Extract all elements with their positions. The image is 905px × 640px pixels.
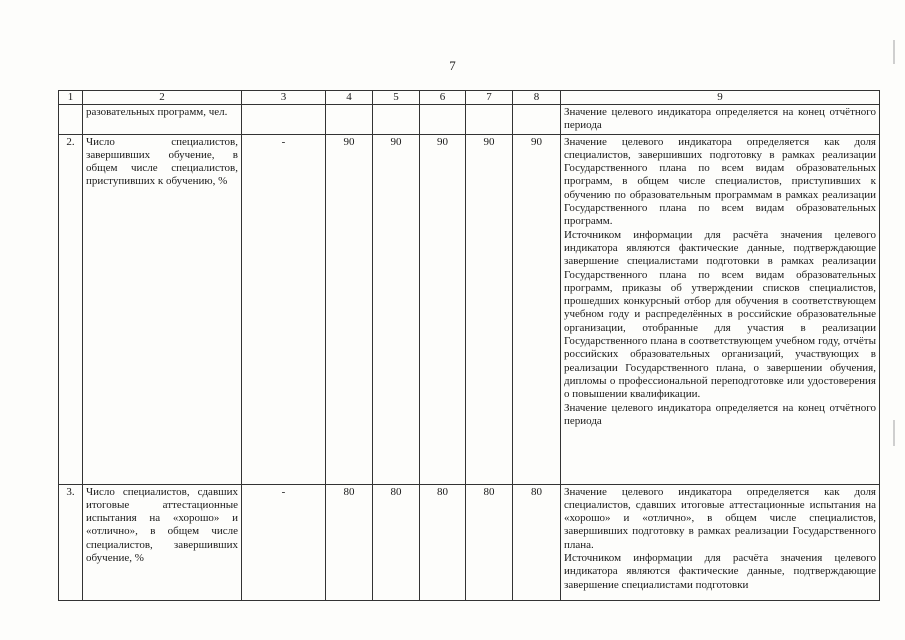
description-paragraph: Значение целевого индикатора определяется на конец отчётного периода [564, 106, 876, 132]
scan-edge-mark [893, 40, 895, 64]
indicators-table [58, 90, 880, 601]
indicator-name: разовательных программ, чел. [83, 105, 242, 135]
value-cell: 80 [420, 484, 466, 600]
indicator-name: Число специалистов, сдавших итоговые аттестационные испытания на «хорошо» и «отлично», в общем числе специалистов, завершивших обучение, % [83, 484, 242, 600]
value-cell: 90 [513, 134, 561, 484]
value-cell: - [242, 134, 326, 484]
value-cell: 80 [373, 484, 420, 600]
description-paragraph: Значение целевого индикатора определяется как доля специалистов, завершивших подготовку в рамках реализации Государственного плана по всем видам образовательных программ, в общем числе специалистов, приступивших к обучению по образовательным программам в рамках реализации Государственного плана по всем видам образовательных программ. [564, 135, 876, 228]
value-cell: - [242, 484, 326, 600]
indicator-name: Число специалистов, завершивших обучение, в общем числе специалистов, приступивших к обучению, % [83, 134, 242, 484]
description-paragraph: Источником информации для расчёта значения целевого индикатора являются фактические данные, подтверждающие завершение специалистами подготовки в рамках реализации Государственного плана по всем видам образовательных программ, приказы об утверждении списков специалистов, прошедших конкурсный отбор для обучения в соответствующем учебном году и распределённых в российские образовательные организации, отобранные для участия в реализации Государственного плана в соответствующем учебном году, отчёты российских образовательных организаций, участвующих в реализации Государственного плана, о завершении обучения, дипломы о профессиональной переподготовке или удостоверения о повышении квалификации. [564, 228, 876, 401]
header-cell: 5 [373, 91, 420, 105]
value-cell: 90 [420, 134, 466, 484]
page-number: 7 [449, 58, 456, 73]
row-number [59, 105, 83, 135]
description-paragraph: Источником информации для расчёта значения целевого индикатора являются фактические данные, подтверждающие завершение специалистами подготовки [564, 552, 876, 591]
value-cell: 80 [466, 484, 513, 600]
indicator-description [561, 105, 880, 135]
row-number: 3. [59, 484, 83, 600]
value-cell: 80 [326, 484, 373, 600]
indicator-description [561, 134, 880, 484]
value-cell [326, 105, 373, 135]
header-cell: 7 [466, 91, 513, 105]
header-cell: 2 [83, 91, 242, 105]
description-paragraph: Значение целевого индикатора определяется на конец отчётного периода [564, 401, 876, 427]
value-cell: 80 [513, 484, 561, 600]
header-cell: 9 [561, 91, 880, 105]
table-row [59, 484, 880, 600]
value-cell [420, 105, 466, 135]
header-cell: 1 [59, 91, 83, 105]
header-cell: 6 [420, 91, 466, 105]
header-cell: 3 [242, 91, 326, 105]
row-number: 2. [59, 134, 83, 484]
description-paragraph: Значение целевого индикатора определяется как доля специалистов, сдавших итоговые аттестационные испытания на «хорошо» и «отлично», в общем числе специалистов, завершивших подготовку в рамках реализации Государственного плана. [564, 485, 876, 551]
value-cell [513, 105, 561, 135]
header-cell: 8 [513, 91, 561, 105]
value-cell: 90 [326, 134, 373, 484]
value-cell [373, 105, 420, 135]
value-cell [466, 105, 513, 135]
indicator-description [561, 484, 880, 600]
column-number-header-row [59, 91, 880, 105]
value-cell: 90 [466, 134, 513, 484]
table-row [59, 134, 880, 484]
scan-edge-mark [893, 420, 895, 446]
value-cell [242, 105, 326, 135]
value-cell: 90 [373, 134, 420, 484]
table-row [59, 105, 880, 135]
header-cell: 4 [326, 91, 373, 105]
